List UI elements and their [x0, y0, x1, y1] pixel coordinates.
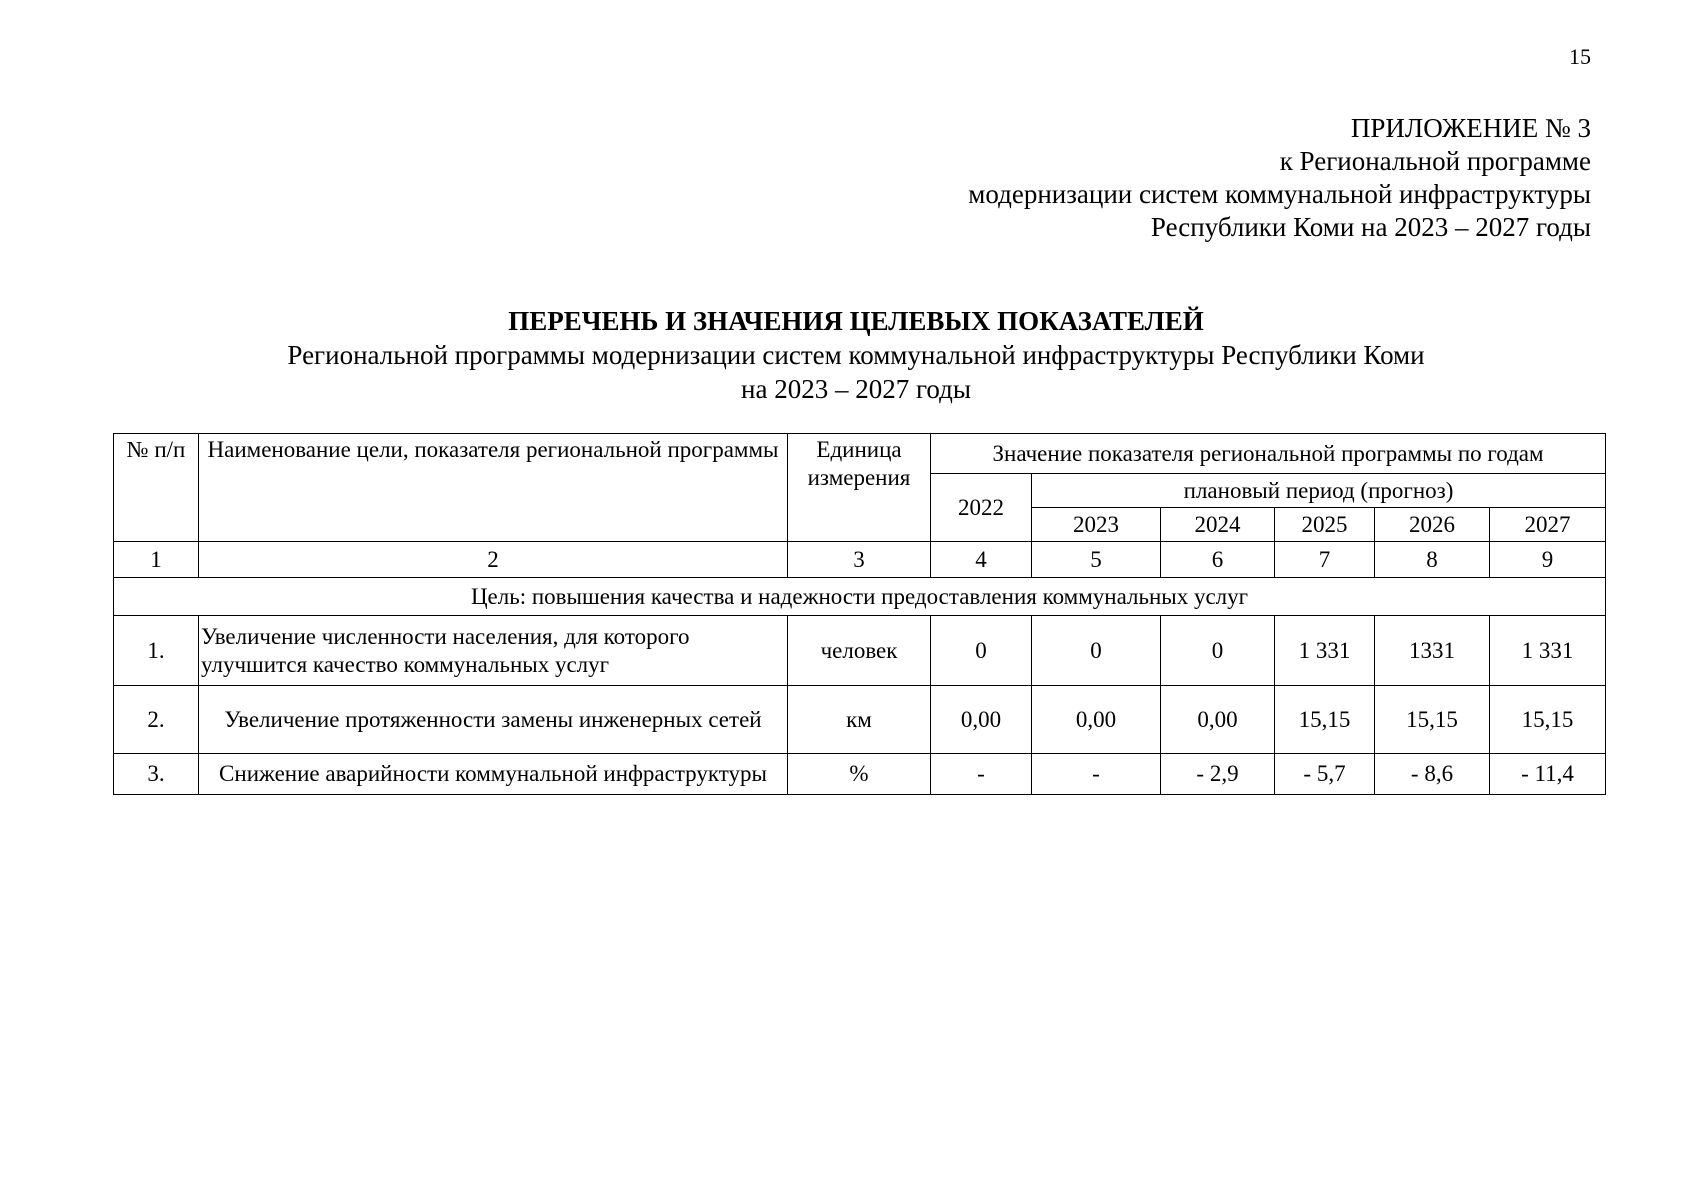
row-name: Увеличение протяженности замены инженерных сетей	[199, 686, 788, 754]
column-number: 1	[114, 542, 199, 578]
column-number: 9	[1490, 542, 1606, 578]
header-year: 2024	[1161, 508, 1275, 542]
row-num: 2.	[114, 686, 199, 754]
column-number: 4	[931, 542, 1032, 578]
table-row	[114, 616, 1606, 686]
row-value: - 8,6	[1375, 754, 1490, 795]
header-unit: Единица измерения	[788, 434, 931, 542]
row-unit: км	[788, 686, 931, 754]
column-number: 7	[1275, 542, 1375, 578]
row-num: 3.	[114, 754, 199, 795]
row-name: Снижение аварийности коммунальной инфраструктуры	[199, 754, 788, 795]
row-value: 1331	[1375, 616, 1490, 686]
row-value: 0,00	[1161, 686, 1275, 754]
header-year: 2023	[1032, 508, 1161, 542]
header-num: № п/п	[114, 434, 199, 542]
header-name: Наименование цели, показателя региональной программы	[199, 434, 788, 542]
appendix-line-2: к Региональной программе	[1279, 146, 1591, 176]
column-number: 5	[1032, 542, 1161, 578]
header-year: 2026	[1375, 508, 1490, 542]
column-number: 6	[1161, 542, 1275, 578]
appendix-line-1: ПРИЛОЖЕНИЕ № 3	[1350, 113, 1591, 143]
row-value: 1 331	[1490, 616, 1606, 686]
row-value: 15,15	[1275, 686, 1375, 754]
table-row	[114, 754, 1606, 795]
row-value: 0	[931, 616, 1032, 686]
appendix-line-3: модернизации систем коммунальной инфраструктуры	[968, 179, 1591, 209]
goal-row	[114, 578, 1606, 616]
column-number: 3	[788, 542, 931, 578]
row-value: 15,15	[1490, 686, 1606, 754]
table-row	[114, 686, 1606, 754]
row-value: - 5,7	[1275, 754, 1375, 795]
header-planned-period: плановый период (прогноз)	[1032, 474, 1606, 508]
column-number: 2	[199, 542, 788, 578]
row-value: 1 331	[1275, 616, 1375, 686]
column-number: 8	[1375, 542, 1490, 578]
row-unit: %	[788, 754, 931, 795]
row-value: 0,00	[1032, 686, 1161, 754]
column-number-row	[114, 542, 1606, 578]
row-value: - 11,4	[1490, 754, 1606, 795]
header-year: 2027	[1490, 508, 1606, 542]
row-value: - 2,9	[1161, 754, 1275, 795]
header-base-year: 2022	[931, 474, 1032, 542]
row-value: 0	[1032, 616, 1161, 686]
row-value: 0	[1161, 616, 1275, 686]
appendix-line-4: Республики Коми на 2023 – 2027 годы	[1150, 212, 1591, 242]
row-name: Увеличение численности населения, для которого улучшится качество коммунальных услуг	[199, 616, 788, 686]
row-value: 15,15	[1375, 686, 1490, 754]
appendix-header	[968, 112, 1591, 244]
row-unit: человек	[788, 616, 931, 686]
title-period: на 2023 – 2027 годы	[741, 374, 971, 404]
row-num: 1.	[114, 616, 199, 686]
row-value: -	[931, 754, 1032, 795]
indicators-table	[113, 433, 1606, 795]
goal-text: Цель: повышения качества и надежности предоставления коммунальных услуг	[114, 578, 1606, 616]
document-title	[0, 304, 1697, 406]
title-heading: ПЕРЕЧЕНЬ И ЗНАЧЕНИЯ ЦЕЛЕВЫХ ПОКАЗАТЕЛЕЙ	[508, 306, 1204, 336]
header-values-by-year: Значение показателя региональной программы по годам	[931, 434, 1606, 474]
header-year: 2025	[1275, 508, 1375, 542]
table-header-row	[114, 434, 1606, 474]
row-value: 0,00	[931, 686, 1032, 754]
page-number: 15	[1569, 44, 1591, 69]
row-value: -	[1032, 754, 1161, 795]
title-subheading: Региональной программы модернизации систем коммунальной инфраструктуры Республики Коми	[287, 340, 1425, 370]
